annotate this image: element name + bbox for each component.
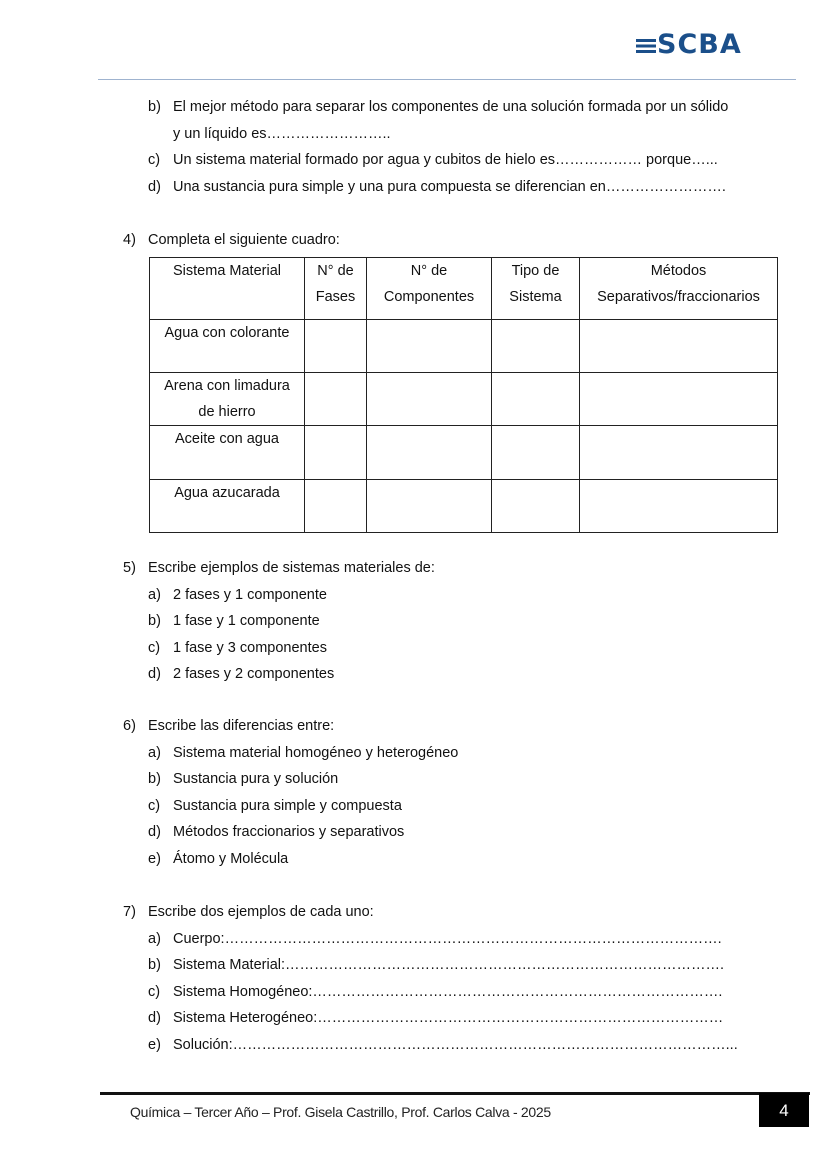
item-text: y un líquido es……………………..: [173, 126, 391, 142]
answer-cell[interactable]: [492, 426, 580, 480]
item-letter: e): [148, 1036, 161, 1053]
header-line: Métodos: [650, 263, 707, 279]
cell-line: Arena con limadura: [164, 378, 290, 394]
item-letter: c): [148, 639, 161, 656]
item-letter: b): [148, 957, 161, 973]
item-letter: b): [148, 99, 161, 115]
item-text: Sistema Heterogéneo:…………………………………………………………………………: [173, 1010, 724, 1026]
cell-line: Agua con colorante: [164, 325, 290, 341]
item-text: Una sustancia pura simple y una pura compuesta se diferencian en…………………….: [173, 179, 726, 195]
answer-cell[interactable]: [305, 373, 367, 426]
question-number: 7): [123, 904, 136, 920]
item-text: Sistema Homogéneo:………………………………………………………………………….: [173, 983, 723, 1000]
answer-cell[interactable]: [367, 426, 492, 480]
item-letter: a): [148, 930, 161, 947]
system-cell: [150, 480, 305, 533]
question-number: 5): [123, 560, 136, 576]
answer-cell[interactable]: [492, 480, 580, 533]
cell-line: de hierro: [198, 404, 256, 420]
answer-cell[interactable]: [580, 480, 778, 533]
item-text: Sustancia pura y solución: [173, 771, 339, 787]
question-number: 6): [123, 718, 136, 734]
answer-cell[interactable]: [367, 373, 492, 426]
answer-cell[interactable]: [580, 320, 778, 373]
item-text: 2 fases y 2 componentes: [173, 666, 335, 682]
header-cell: [367, 258, 492, 320]
item-letter: d): [148, 824, 161, 840]
table-row: [150, 426, 778, 480]
header-cell: [150, 258, 305, 320]
header-line: Fases: [315, 289, 356, 305]
escba-logo: SCBA: [636, 30, 742, 60]
cell-line: Agua azucarada: [174, 485, 280, 501]
item-letter: b): [148, 613, 161, 629]
header-line: Sistema: [509, 289, 562, 305]
system-cell: [150, 373, 305, 426]
item-text: Sistema Material:……………………………………………………………………………….: [173, 957, 725, 973]
footer-text: Química – Tercer Año – Prof. Gisela Castrillo, Prof. Carlos Calva - 2025: [130, 1104, 551, 1120]
question-number: 4): [123, 232, 136, 248]
cell-line: Aceite con agua: [175, 431, 279, 447]
answer-cell[interactable]: [367, 320, 492, 373]
table-row: [150, 480, 778, 533]
answer-cell[interactable]: [367, 480, 492, 533]
item-text: Un sistema material formado por agua y cubitos de hielo es……………… porque…...: [173, 152, 718, 168]
item-letter: c): [148, 152, 161, 168]
header-cell: [492, 258, 580, 320]
item-letter: c): [148, 983, 161, 1000]
item-text: Métodos fraccionarios y separativos: [173, 824, 405, 840]
system-cell: [150, 426, 305, 480]
header-divider: [98, 79, 796, 80]
item-letter: d): [148, 666, 161, 682]
item-letter: d): [148, 179, 161, 195]
answer-cell[interactable]: [580, 373, 778, 426]
header-line: N° de: [317, 263, 354, 279]
header-line: Sistema Material: [173, 263, 281, 279]
answer-cell[interactable]: [305, 320, 367, 373]
answer-cell[interactable]: [492, 373, 580, 426]
header-cell: [305, 258, 367, 320]
table-header-row: [150, 258, 778, 320]
page-number: 4: [759, 1093, 809, 1127]
item-text: Sustancia pura simple y compuesta: [173, 797, 402, 814]
item-letter: e): [148, 850, 161, 867]
answer-cell[interactable]: [305, 426, 367, 480]
item-text: 1 fase y 1 componente: [173, 613, 320, 629]
item-text: El mejor método para separar los componentes de una solución formada por un sólido: [173, 99, 729, 115]
table-row: [150, 373, 778, 426]
item-text: Átomo y Molécula: [173, 850, 289, 867]
answer-cell[interactable]: [492, 320, 580, 373]
question-title: Escribe dos ejemplos de cada uno:: [148, 904, 374, 920]
header-line: N° de: [410, 263, 448, 279]
header-line: Tipo de: [511, 263, 560, 279]
answer-cell[interactable]: [580, 426, 778, 480]
item-letter: a): [148, 586, 161, 603]
item-text: Solución:…………………………………………………………………………………………...: [173, 1036, 738, 1053]
header-line: Componentes: [383, 289, 475, 305]
question-title: Escribe las diferencias entre:: [148, 718, 335, 734]
header-line: Separativos/fraccionarios: [597, 289, 760, 305]
item-letter: c): [148, 797, 161, 814]
item-text: Cuerpo:………………………………………………………………………………………….: [173, 930, 722, 947]
item-letter: d): [148, 1010, 161, 1026]
header-cell: [580, 258, 778, 320]
item-text: 1 fase y 3 componentes: [173, 639, 327, 656]
item-text: 2 fases y 1 componente: [173, 586, 327, 603]
question-title: Escribe ejemplos de sistemas materiales de:: [148, 560, 435, 576]
question-title: Completa el siguiente cuadro:: [148, 232, 340, 248]
item-text: Sistema material homogéneo y heterogéneo: [173, 744, 459, 761]
table-row: [150, 320, 778, 373]
answer-cell[interactable]: [305, 480, 367, 533]
logo-bars-icon: [636, 39, 656, 53]
systems-table: [149, 257, 778, 533]
system-cell: [150, 320, 305, 373]
footer-divider: [100, 1092, 810, 1095]
item-letter: a): [148, 744, 161, 761]
item-letter: b): [148, 771, 161, 787]
